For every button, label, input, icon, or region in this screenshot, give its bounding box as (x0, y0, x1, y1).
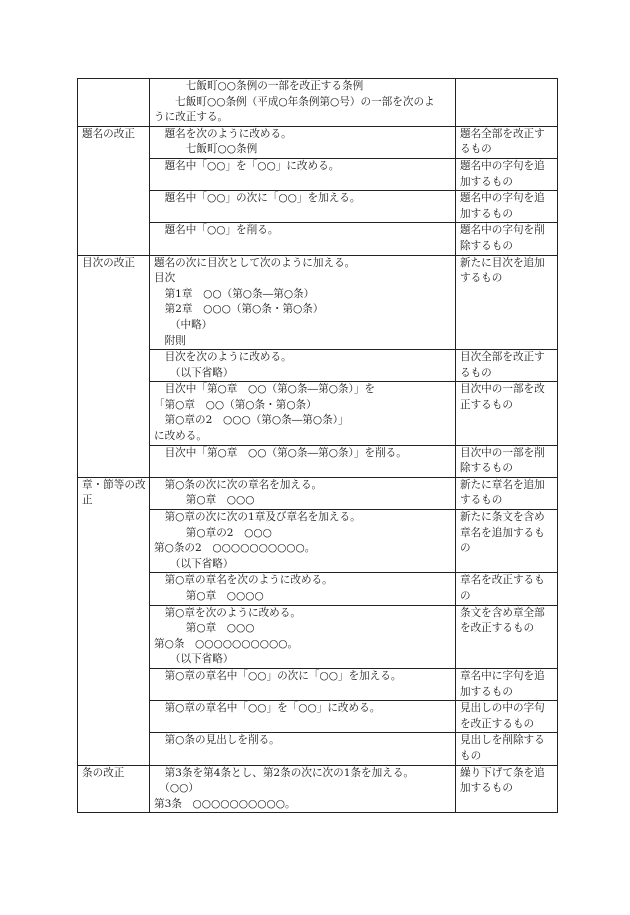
table-row (78, 477, 558, 509)
note-cell (456, 573, 558, 605)
note-cell (456, 510, 558, 573)
text-line: 目次を次のように改める。 (154, 351, 292, 364)
category-cell: 章・節等の改正 (78, 477, 150, 765)
note-text: 新たに目次を追加するもの (460, 256, 545, 285)
text-line: 第○章 ○○○ (154, 622, 255, 635)
note-text: 目次中の一部を改正するもの (460, 383, 545, 411)
category-cell: 題名の改正 (78, 126, 150, 255)
text-line: 第○章の章名を次のように改める。 (154, 574, 333, 587)
text-line: 第3条を第4条とし、第2条の次に次の1条を加える。 (154, 766, 415, 779)
note-text: 題名中の字句を追加するもの (460, 159, 545, 188)
text-line: （中略） (154, 318, 213, 331)
table-row (78, 158, 558, 190)
content-cell (150, 733, 456, 765)
content-cell (150, 191, 456, 223)
content-cell (150, 382, 456, 445)
content-cell (150, 79, 456, 127)
table-row (78, 668, 558, 700)
note-cell (456, 191, 558, 223)
amendment-examples-table (77, 78, 558, 813)
content-cell (150, 701, 456, 733)
text-line: 題名中「○○」を削る。 (154, 224, 279, 237)
note-cell (456, 765, 558, 813)
content-cell (150, 605, 456, 668)
text-line: 第○条の2 ○○○○○○○○○○。 (154, 542, 316, 555)
text-line: （以下省略） (154, 557, 234, 570)
text-line: 第○章 ○○○ (154, 494, 255, 507)
text-line: 第○章の章名中「○○」の次に「○○」を加える。 (154, 669, 402, 682)
text-line: （○○） (154, 782, 199, 795)
table-body (78, 79, 558, 813)
note-cell (456, 668, 558, 700)
table-row (78, 350, 558, 382)
table-row (78, 701, 558, 733)
text-line: 第○章の2 ○○○（第○条―第○条）」 (154, 414, 349, 427)
content-cell (150, 510, 456, 573)
text-line: に改める。 (154, 430, 207, 443)
text-line: （以下省略） (154, 653, 234, 666)
text-line: 第2章 ○○○（第○条・第○条） (154, 303, 324, 316)
content-cell (150, 223, 456, 255)
table-row (78, 223, 558, 255)
text-line: うに改正する。 (154, 111, 229, 124)
content-cell (150, 573, 456, 605)
note-text: 繰り下げて条を追加するもの (460, 766, 545, 795)
note-cell (456, 605, 558, 668)
table-row (78, 733, 558, 765)
note-text: 条文を含め章全部を改正するもの (460, 606, 545, 635)
note-text: 目次中の一部を削除するもの (460, 446, 545, 475)
text-line: 第○条の次に次の章名を加える。 (154, 478, 323, 491)
note-text: 新たに章名を追加するもの (460, 478, 545, 507)
table-row (78, 510, 558, 573)
note-cell (456, 126, 558, 158)
text-line: 七飯町○○条例 (154, 143, 258, 156)
text-line: 七飯町○○条例の一部を改正する条例 (154, 80, 364, 92)
note-cell (456, 158, 558, 190)
note-cell (456, 445, 558, 477)
note-text: 見出しの中の字句を改正するもの (460, 702, 545, 730)
content-cell (150, 126, 456, 158)
table-row (78, 255, 558, 350)
note-cell (456, 477, 558, 509)
category-cell: 目次の改正 (78, 255, 150, 477)
note-text: 章名を改正するもの (460, 574, 545, 602)
text-line: 七飯町○○条例（平成○年条例第○号）の一部を次のよ (154, 95, 435, 108)
table-row (78, 605, 558, 668)
text-line: 第○章の2 ○○○ (154, 526, 272, 539)
category-cell (78, 79, 150, 127)
text-line: 目次 (154, 272, 176, 285)
content-cell (150, 445, 456, 477)
text-line: 第○章を次のように改める。 (154, 606, 301, 619)
table-row (78, 445, 558, 477)
text-line: 題名を次のように改める。 (154, 127, 292, 140)
note-cell (456, 223, 558, 255)
content-cell (150, 350, 456, 382)
content-cell (150, 668, 456, 700)
text-line: 目次中「第○章 ○○（第○条―第○条）」を (154, 383, 376, 396)
content-cell (150, 477, 456, 509)
note-text: 章名中に字句を追加するもの (460, 669, 545, 698)
note-cell (456, 382, 558, 445)
note-text: 見出しを削除するもの (460, 734, 545, 762)
note-cell (456, 733, 558, 765)
table-row (78, 573, 558, 605)
table-row-header (78, 79, 558, 127)
text-line: 第○条の見出しを削る。 (154, 734, 280, 747)
text-line: 第○章の次に次の1章及び章名を加える。 (154, 511, 361, 524)
table-row (78, 765, 558, 813)
content-cell (150, 158, 456, 190)
text-line: 題名中「○○」を「○○」に改める。 (154, 159, 340, 172)
table-row (78, 191, 558, 223)
text-line: 附則 (154, 334, 186, 347)
table-row (78, 126, 558, 158)
text-line: 第1章 ○○（第○条―第○条） (154, 287, 315, 300)
note-cell (456, 350, 558, 382)
text-line: 題名の次に目次として次のように加える。 (154, 256, 356, 269)
note-cell (456, 255, 558, 350)
text-line: 第3条 ○○○○○○○○○○。 (154, 797, 296, 810)
category-cell: 条の改正 (78, 765, 150, 813)
text-line: 「第○章 ○○（第○条・第○条） (154, 398, 317, 411)
text-line: 第○章 ○○○○ (154, 590, 264, 602)
note-cell (456, 79, 558, 127)
note-text: 題名中の字句を削除するもの (460, 224, 545, 252)
note-cell (456, 701, 558, 733)
note-text: 新たに条文を含め章名を追加するもの (460, 511, 545, 555)
text-line: 目次中「第○章 ○○（第○条―第○条）」を削る。 (154, 446, 407, 459)
note-text: 題名中の字句を追加するもの (460, 192, 545, 220)
text-line: （以下省略） (154, 366, 234, 379)
content-cell (150, 765, 456, 813)
text-line: 題名中「○○」の次に「○○」を加える。 (154, 192, 361, 205)
text-line: 第○条 ○○○○○○○○○○。 (154, 637, 299, 650)
note-text: 目次全部を改正するもの (460, 351, 545, 379)
content-cell (150, 255, 456, 350)
note-text: 題名全部を改正するもの (460, 127, 545, 156)
text-line: 第○章の章名中「○○」を「○○」に改める。 (154, 702, 381, 715)
table-row (78, 382, 558, 445)
